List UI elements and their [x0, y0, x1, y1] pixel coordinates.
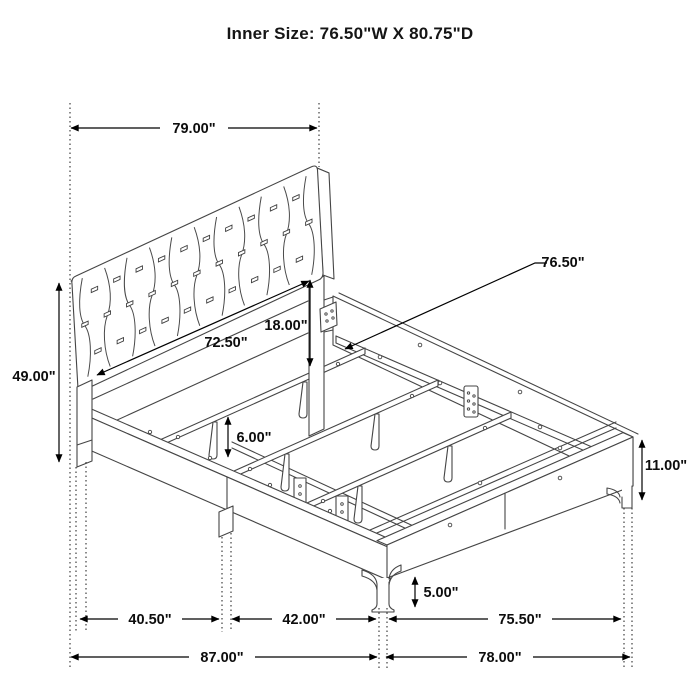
- dim-frame-height: [642, 440, 687, 500]
- svg-text:18.00": 18.00": [264, 318, 308, 334]
- svg-text:79.00": 79.00": [172, 121, 216, 137]
- dim-overall-width: [71, 113, 317, 137]
- svg-text:72.50": 72.50": [204, 335, 248, 351]
- svg-text:76.50": 76.50": [541, 255, 585, 271]
- svg-text:42.00": 42.00": [282, 612, 326, 628]
- svg-text:40.50": 40.50": [128, 612, 172, 628]
- svg-text:5.00": 5.00": [423, 585, 459, 601]
- svg-text:78.00": 78.00": [478, 650, 522, 666]
- dim-foot-overall-width: [386, 649, 630, 666]
- dim-foot-inner-span: [389, 611, 621, 628]
- center-rail-bracket: [464, 386, 478, 417]
- bed-frame: [71, 166, 638, 612]
- svg-text:11.00": 11.00": [644, 458, 688, 474]
- extension-lines: [70, 103, 632, 668]
- svg-text:87.00": 87.00": [200, 650, 244, 666]
- page-title: Inner Size: 76.50"W X 80.75"D: [226, 24, 474, 43]
- dim-slat-leg-height: [228, 417, 272, 457]
- dim-headboard-height: [12, 283, 59, 462]
- dim-overall-depth: [71, 649, 377, 666]
- dim-foot-leg-height: [415, 577, 459, 607]
- svg-text:6.00": 6.00": [236, 430, 272, 446]
- dim-head-leg-span: [80, 611, 219, 628]
- svg-text:75.50": 75.50": [498, 612, 542, 628]
- headboard-left-leg: [77, 380, 92, 467]
- mid-leg-block: [219, 506, 233, 537]
- dim-mid-leg-span: [232, 611, 376, 628]
- svg-text:49.00": 49.00": [12, 369, 56, 385]
